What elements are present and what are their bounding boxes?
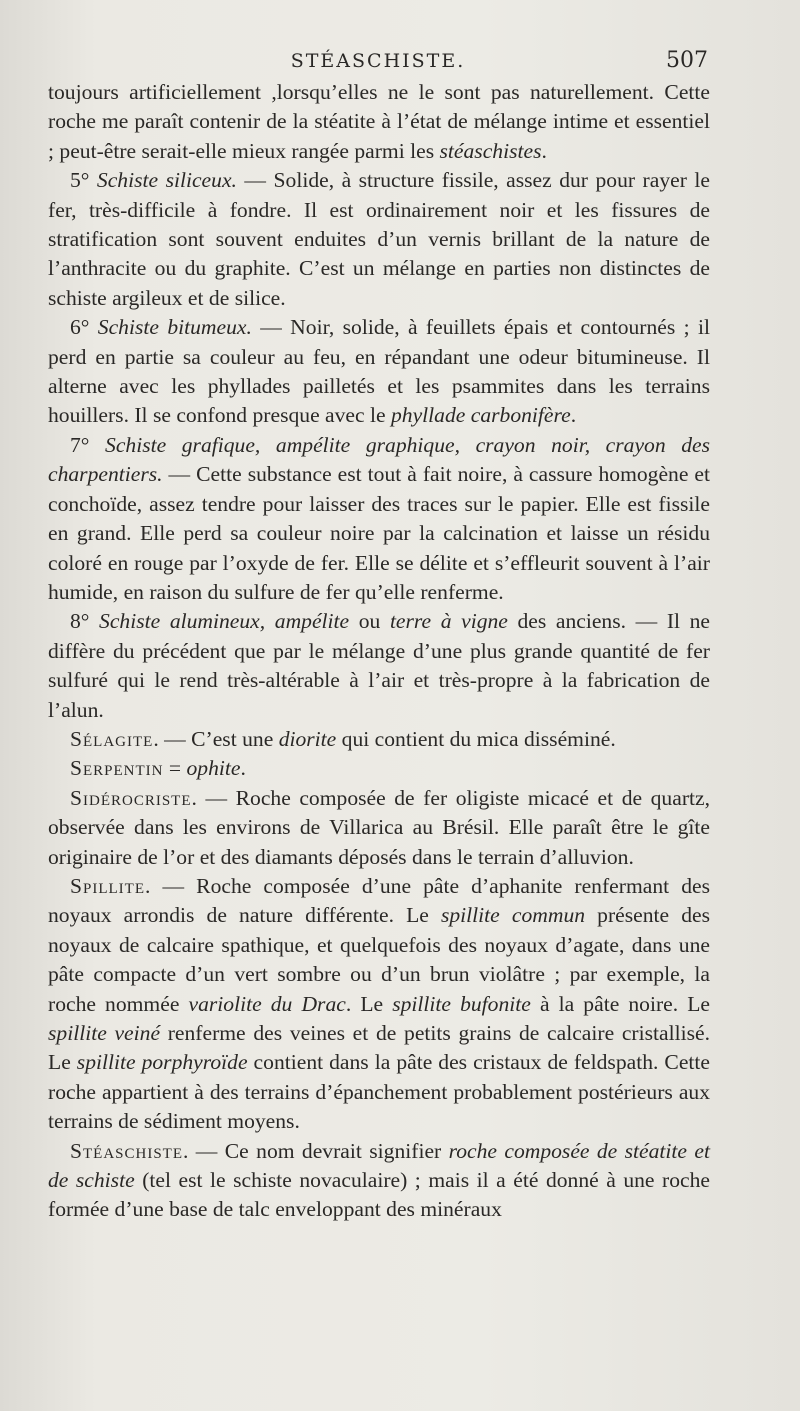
item-number: 5°: [70, 168, 97, 193]
italic-term: roche composée de stéatite et de schiste: [48, 1138, 710, 1193]
italic-term: phyllade carbonifère: [390, 403, 571, 428]
text-run: . — C’est une: [153, 726, 279, 751]
text-run: des anciens. — Il ne diffère du précédent que par le mélange d’une plus grande quantité de fer sulfuré qui le rend très-altérable à l’air et très-propre à la fabrication de l’alun.: [48, 609, 711, 722]
running-title: STÉASCHISTE.: [290, 50, 466, 72]
italic-term: terre à vigne: [389, 609, 508, 634]
text-run: — Cette substance est tout à fait noire, à cassure homogène et conchoïde, assez tendre pour laisser des traces sur le papier. Elle est fissile en grand. Elle perd sa couleur noire par la calcination et laisse un résidu coloré en rouge par l’oxyde de fer. Elle se délite et s’effleurit souvent à l’air humide, en raison du sulfure de fer qu’elle renferme.: [48, 462, 710, 604]
entry-headword: Sélagite: [70, 726, 154, 751]
entry-headword: Spillite: [70, 873, 145, 898]
text-run: . Le: [345, 991, 393, 1016]
paragraph-schiste-alumineux: [48, 607, 710, 725]
item-number: 6°: [70, 315, 98, 340]
entry-term: Schiste siliceux.: [96, 168, 237, 193]
item-number: 7°: [70, 432, 106, 457]
italic-term: spillite bufonite: [392, 991, 531, 1016]
italic-term: stéaschistes: [439, 138, 542, 163]
paragraph-spillite: [48, 872, 710, 1137]
text-run: — Solide, à structure fissile, assez dur pour rayer le fer, très-difficile à fondre. Il est ordinairement noir et les fissures de stratification sont souvent enduites d’un vernis brillant de la nature de l’anthracite ou du graphite. C’est un mélange en parties non distinctes de schiste argileux et de silice.: [48, 168, 710, 310]
text-run: renferme des veines et de petits grains de calcaire cristallisé. Le: [48, 1021, 710, 1075]
text-run: . — Roche composée de fer oligiste micacé et de quartz, observée dans les environs de Villarica au Brésil. Elle paraît être le gîte originaire de l’or et des diamants déposés dans le terrain d’alluvion.: [48, 785, 710, 869]
paragraph-continuation: [48, 78, 710, 166]
paragraph-serpentin: [48, 754, 710, 783]
paragraph-schiste-grafique: [48, 431, 710, 607]
text-run: (tel est le schiste novaculaire) ; mais il a été donné à une roche formée d’une base de talc enveloppant des minéraux: [48, 1168, 710, 1222]
italic-term: spillite commun: [440, 903, 586, 928]
entry-headword: Serpentin: [70, 756, 164, 781]
entry-term: Schiste grafique, ampélite graphique, crayon noir, crayon des charpentiers.: [48, 432, 710, 487]
entry-term: Schiste alumineux, ampélite: [99, 609, 350, 634]
text-run: — Noir, solide, à feuillets épais et contournés ; il perd en partie sa couleur au feu, en répandant une odeur bitumineuse. Il alterne avec les phyllades pailletés et les psammites dans les terrains houillers. Il se confond presque avec le: [48, 315, 710, 428]
text-run: .: [240, 756, 246, 781]
entry-headword: Sidérocriste: [70, 785, 192, 810]
page-body: [48, 78, 710, 1225]
page-header: [48, 48, 708, 78]
text-run: qui contient du mica disséminé.: [336, 726, 616, 751]
text-run: =: [163, 756, 187, 781]
text-run: . — Roche composée d’une pâte d’aphanite renfermant des noyaux arrondis de nature différente. Le: [48, 873, 710, 928]
paragraph-selagite: [48, 725, 710, 754]
text-run: présente des noyaux de calcaire spathique, et quelquefois des noyaux d’agate, dans une pâte compacte d’un vert sombre ou d’un brun violâtre ; par exemple, la roche nommée: [48, 903, 710, 1016]
paragraph-steaschiste: [48, 1137, 710, 1225]
italic-term: spillite porphyroïde: [76, 1050, 248, 1075]
italic-term: variolite du Drac: [188, 991, 346, 1016]
paragraph-schiste-siliceux: [48, 166, 710, 313]
text-run: . — Ce nom devrait signifier: [183, 1138, 449, 1163]
text-run: contient dans la pâte des cristaux de feldspath. Cette roche appartient à des terrains d’épanchement probablement postérieurs aux terrains de sédiment moyens.: [48, 1050, 710, 1134]
italic-term: spillite veiné: [48, 1021, 161, 1045]
item-number: 8°: [70, 609, 100, 634]
entry-term: Schiste bitumeux.: [97, 315, 252, 340]
text-run: .: [570, 403, 577, 428]
italic-term: ophite: [186, 756, 241, 781]
paragraph-schiste-bitumeux: [48, 313, 710, 431]
text-run: toujours artificiellement ,lorsqu’elles ne le sont pas naturellement. Cette roche me paraît contenir de la stéatite à l’état de mélange intime et essentiel ; peut-être serait-elle mieux rangée parmi les: [48, 80, 710, 163]
paragraph-siderocriste: [48, 784, 710, 872]
text-run: à la pâte noire. Le: [530, 991, 711, 1016]
text-run: .: [541, 138, 547, 163]
text-run: ou: [349, 609, 390, 634]
entry-headword: Stéaschiste: [70, 1138, 184, 1163]
italic-term: diorite: [278, 726, 337, 751]
page-number: 507: [666, 48, 708, 73]
